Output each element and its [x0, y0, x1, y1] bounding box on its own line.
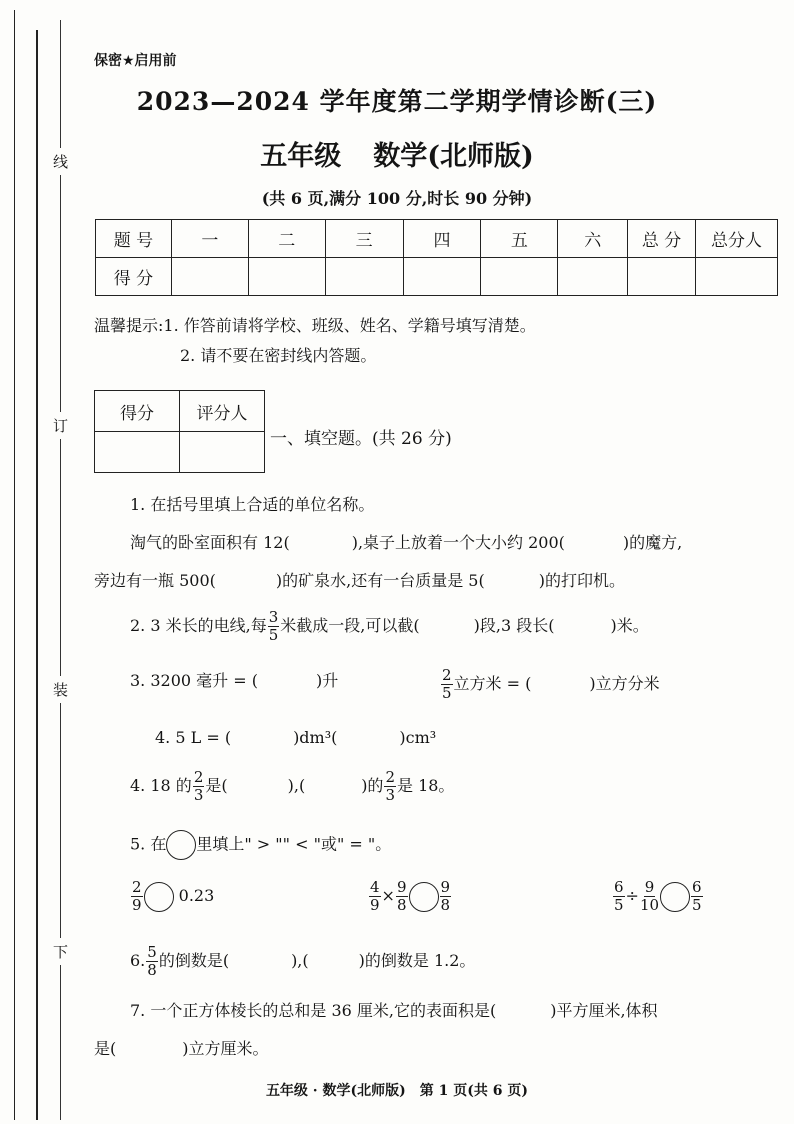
compare-circle-example — [166, 830, 196, 860]
q5-stem — [130, 830, 391, 860]
q4 — [130, 770, 454, 803]
q1-text: 旁边有一瓶 500( — [94, 571, 216, 590]
q1-line1 — [130, 530, 682, 553]
score-header-cell: 题 号 — [96, 220, 172, 258]
denominator: 5 — [692, 896, 702, 914]
q2 — [130, 610, 649, 643]
q7-text: )平方厘米,体积 — [550, 1001, 658, 1020]
q3-text: )升 — [315, 671, 339, 690]
denominator: 5 — [268, 626, 279, 644]
numerator: 9 — [644, 878, 655, 896]
exam-info: (共 6 页,满分 100 分,时长 90 分钟) — [261, 189, 533, 208]
numerator: 2 — [193, 768, 204, 786]
fraction — [396, 880, 408, 913]
score-cell[interactable] — [558, 258, 628, 296]
q5-expr-3 — [612, 880, 704, 913]
q3-text: 立方米 = ( — [453, 674, 532, 693]
fraction — [441, 668, 453, 701]
q1-line2 — [94, 568, 625, 591]
exam-subtitle — [0, 134, 794, 173]
denominator: 5 — [614, 896, 624, 914]
q3-line1 — [130, 668, 338, 691]
seal-char-xian: 线 — [53, 148, 68, 175]
fraction — [384, 770, 396, 803]
q5-text: 里填上" > "" < "或" = "。 — [196, 834, 392, 854]
numerator: 9 — [440, 878, 451, 896]
q7-text: )立方厘米。 — [182, 1039, 269, 1058]
q4-text: 是 18。 — [396, 776, 455, 795]
exam-title: 2023—2024 学年度第二学期学情诊断(三) — [136, 87, 658, 116]
q3-text: 3. 3200 毫升 = ( — [130, 671, 258, 690]
q2-text: )米。 — [610, 616, 649, 635]
score-header-cell: 五 — [481, 220, 558, 258]
denominator: 5 — [442, 684, 452, 702]
denominator: 9 — [370, 896, 380, 914]
numerator: 4 — [370, 878, 380, 896]
section-grader-header: 评分人 — [180, 391, 265, 432]
numerator: 2 — [385, 768, 395, 786]
q4-text: 4. 18 的 — [130, 776, 192, 795]
score-header-cell: 总分人 — [696, 220, 778, 258]
q3-text: )dm³( — [293, 728, 338, 747]
score-header-cell: 总 分 — [628, 220, 696, 258]
denominator: 9 — [132, 896, 142, 914]
q1-text: 淘气的卧室面积有 12( — [130, 533, 290, 552]
score-cell[interactable] — [248, 258, 325, 296]
score-cell[interactable] — [696, 258, 778, 296]
q1-stem: 1. 在括号里填上合适的单位名称。 — [130, 495, 375, 514]
page-footer: 五年级 · 数学(北师版) 第 1 页(共 6 页) — [265, 1083, 529, 1099]
confidential-label: 保密★启用前 — [94, 53, 177, 69]
score-row-label: 得 分 — [96, 258, 172, 296]
numerator: 2 — [442, 666, 452, 684]
q3-text: )cm³ — [399, 728, 437, 747]
fraction — [268, 610, 280, 643]
q5-expr-2 — [368, 880, 452, 913]
q6-text: 的倒数是( — [158, 951, 230, 970]
q4-text: )的 — [361, 776, 384, 795]
fraction — [369, 880, 381, 913]
compare-circle[interactable] — [409, 882, 439, 912]
numerator: 5 — [147, 943, 157, 961]
q1-text: )的魔方, — [622, 533, 683, 552]
score-header-cell: 二 — [248, 220, 325, 258]
score-header-cell: 三 — [325, 220, 403, 258]
q1-text: )的打印机。 — [538, 571, 625, 590]
compare-circle[interactable] — [144, 882, 174, 912]
denominator: 8 — [440, 896, 451, 914]
numerator: 6 — [614, 878, 624, 896]
fraction — [193, 770, 205, 803]
q6-text: 6. — [130, 951, 146, 970]
section-score-table — [94, 390, 265, 473]
seal-char-ding: 订 — [53, 412, 68, 439]
score-header-cell: 一 — [171, 220, 248, 258]
q2-text: )段,3 段长( — [473, 616, 555, 635]
score-cell[interactable] — [171, 258, 248, 296]
subject-label: 数学(北师版) — [373, 141, 534, 172]
q3-text: 4. 5 L = ( — [155, 728, 232, 747]
section-score-header: 得分 — [95, 391, 180, 432]
fraction — [146, 945, 158, 978]
denominator: 8 — [396, 896, 407, 914]
compare-circle[interactable] — [660, 882, 690, 912]
q4-text: 是( — [205, 776, 228, 795]
q5-text: 5. 在 — [130, 834, 167, 854]
score-header-cell: 四 — [403, 220, 481, 258]
score-table-score-row — [96, 258, 778, 296]
seal-char-zhuang: 装 — [53, 676, 68, 703]
q1-text: ),桌子上放着一个大小约 200( — [351, 533, 565, 552]
score-table-header-row — [96, 220, 778, 258]
denominator: 10 — [639, 896, 660, 914]
multiply-operator: × — [381, 886, 395, 905]
q1-text: )的矿泉水,还有一台质量是 5( — [275, 571, 485, 590]
denominator: 3 — [193, 786, 204, 804]
score-cell[interactable] — [325, 258, 403, 296]
q5-value: 0.23 — [178, 886, 215, 905]
score-header-cell: 六 — [558, 220, 628, 258]
q7-line2 — [94, 1036, 269, 1059]
binding-line-outer — [14, 10, 15, 1120]
section-heading: 一、填空题。(共 26 分) — [270, 429, 452, 449]
numerator: 3 — [268, 608, 279, 626]
q2-text: 2. 3 米长的电线,每 — [130, 616, 267, 635]
fraction — [613, 880, 625, 913]
q4-text: ),( — [287, 776, 306, 795]
q2-text: 米截成一段,可以截( — [280, 616, 420, 635]
tips-label: 温馨提示: — [94, 316, 164, 335]
fraction — [691, 880, 703, 913]
score-cell[interactable] — [628, 258, 696, 296]
numerator: 6 — [692, 878, 702, 896]
numerator: 2 — [132, 878, 142, 896]
tip-item-2: 2. 请不要在密封线内答题。 — [180, 346, 377, 365]
denominator: 8 — [147, 961, 157, 979]
score-cell[interactable] — [403, 258, 481, 296]
tips — [94, 313, 536, 336]
q6 — [130, 945, 475, 978]
fraction — [640, 880, 659, 913]
fraction — [131, 880, 143, 913]
q3-line1-right — [440, 668, 660, 701]
q7-text: 是( — [94, 1039, 117, 1058]
tip-item-1: 1. 作答前请将学校、班级、姓名、学籍号填写清楚。 — [163, 316, 536, 335]
q6-text: )的倒数是 1.2。 — [358, 951, 476, 970]
grade-label: 五年级 — [260, 141, 342, 172]
q6-text: ),( — [291, 951, 309, 970]
q3-text: )立方分米 — [589, 674, 660, 693]
fraction — [440, 880, 452, 913]
divide-operator: ÷ — [625, 886, 639, 905]
q7-line1 — [130, 998, 658, 1021]
score-cell[interactable] — [481, 258, 558, 296]
q7-text: 7. 一个正方体棱长的总和是 36 厘米,它的表面积是( — [130, 1001, 497, 1020]
numerator: 9 — [396, 878, 407, 896]
score-table — [95, 219, 778, 296]
denominator: 3 — [385, 786, 395, 804]
section-score-cell[interactable] — [95, 432, 180, 473]
q3-line2 — [155, 728, 436, 747]
section-grader-cell[interactable] — [180, 432, 265, 473]
seal-char-xia: 下 — [53, 938, 68, 965]
q5-expr-1 — [130, 880, 214, 913]
